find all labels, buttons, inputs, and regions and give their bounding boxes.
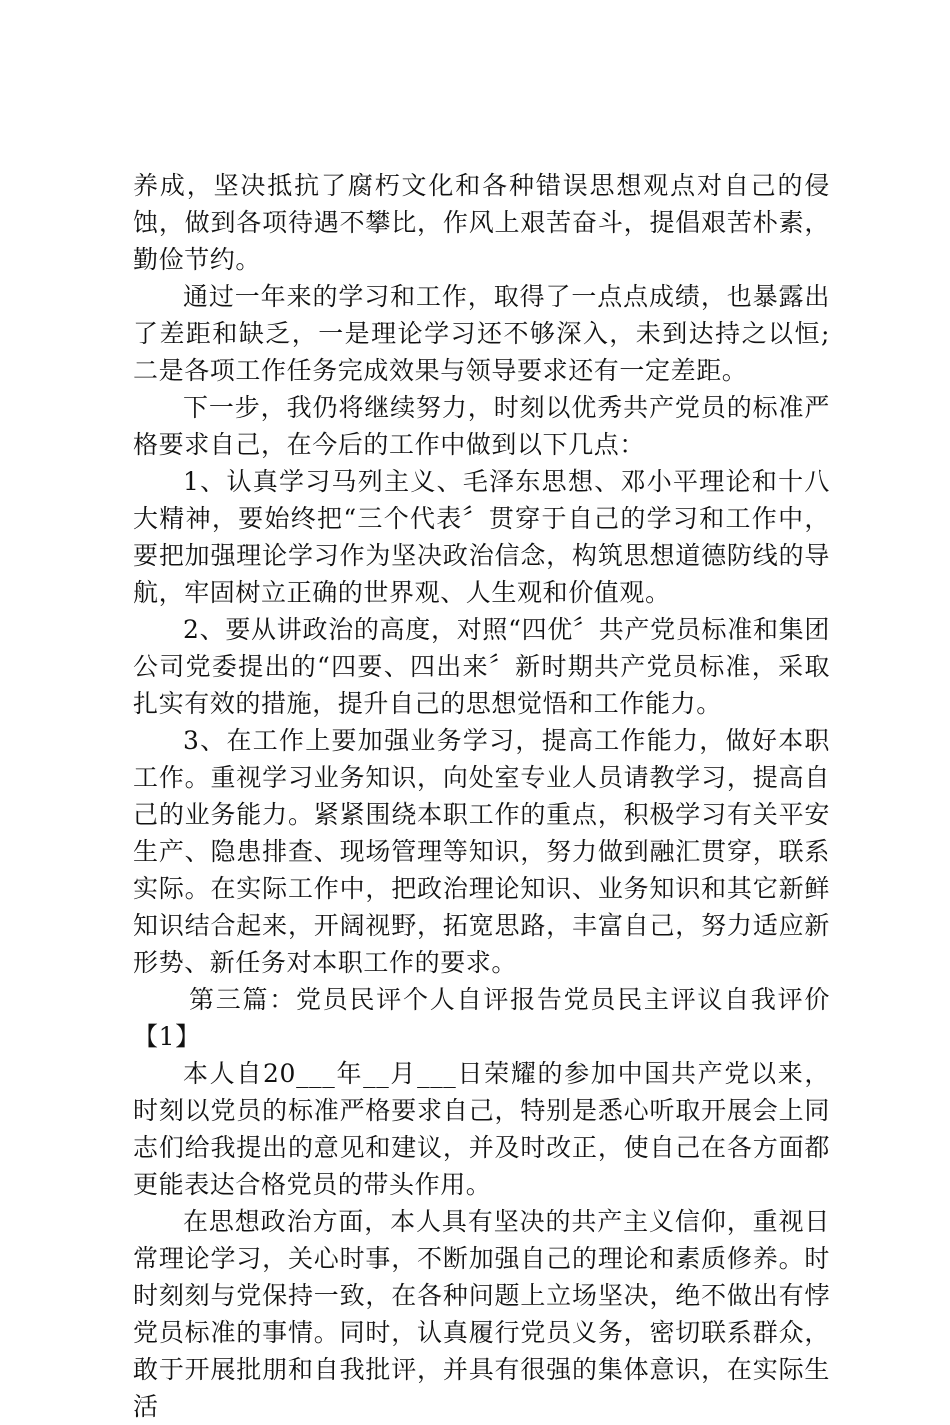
paragraph-summary: 通过一年来的学习和工作，取得了一点点成绩，也暴露出了差距和缺乏，一是理论学习还不够深入，未到达持之以恒;二是各项工作任务完成效果与领导要求还有一定差距。 <box>133 282 830 385</box>
section-heading: 第三篇：党员民评个人自评报告党员民主评议自我评价【1】 <box>133 985 830 1051</box>
paragraph-intro: 本人自20___年__月___日荣耀的参加中国共产党以来，时刻以党员的标准严格要求自己，特别是悉心听取开展会上同志们给我提出的意见和建议，并及时改正，使自己在各方面都更能表达合格党员的带头作用。 <box>133 1059 830 1199</box>
paragraph-point-1: 1、认真学习马列主义、毛泽东思想、邓小平理论和十八大精神，要始终把“三个代表〞贯穿于自己的学习和工作中，要把加强理论学习作为坚决政治信念，构筑思想道德防线的导航，牢固树立正确的世界观、人生观和价值观。 <box>133 467 830 607</box>
paragraph-next-steps: 下一步，我仍将继续努力，时刻以优秀共产党员的标准严格要求自己，在今后的工作中做到以下几点： <box>133 393 830 459</box>
paragraph-point-3: 3、在工作上要加强业务学习，提高工作能力，做好本职工作。重视学习业务知识，向处室专业人员请教学习，提高自己的业务能力。紧紧围绕本职工作的重点，积极学习有关平安生产、隐患排查、现场管理等知识，努力做到融汇贯穿，联系实际。在实际工作中，把政治理论知识、业务知识和其它新鲜知识结合起来，开阔视野，拓宽思路，丰富自己，努力适应新形势、新任务对本职工作的要求。 <box>133 726 830 977</box>
paragraph-political: 在思想政治方面，本人具有坚决的共产主义信仰，重视日常理论学习，关心时事，不断加强自己的理论和素质修养。时时刻刻与党保持一致，在各种问题上立场坚决，绝不做出有悖党员标准的事情。同时，认真履行党员义务，密切联系群众，敢于开展批朋和自我批评，并具有很强的集体意识，在实际生活 <box>133 1207 830 1421</box>
paragraph-continuation: 养成，坚决抵抗了腐朽文化和各种错误思想观点对自己的侵蚀，做到各项待遇不攀比，作风上艰苦奋斗，提倡艰苦朴素，勤俭节约。 <box>133 171 830 274</box>
paragraph-point-2: 2、要从讲政治的高度，对照“四优〞共产党员标准和集团公司党委提出的“四要、四出来〞新时期共产党员标准，采取扎实有效的措施，提升自己的思想觉悟和工作能力。 <box>133 615 830 718</box>
document-page <box>133 167 830 1425</box>
